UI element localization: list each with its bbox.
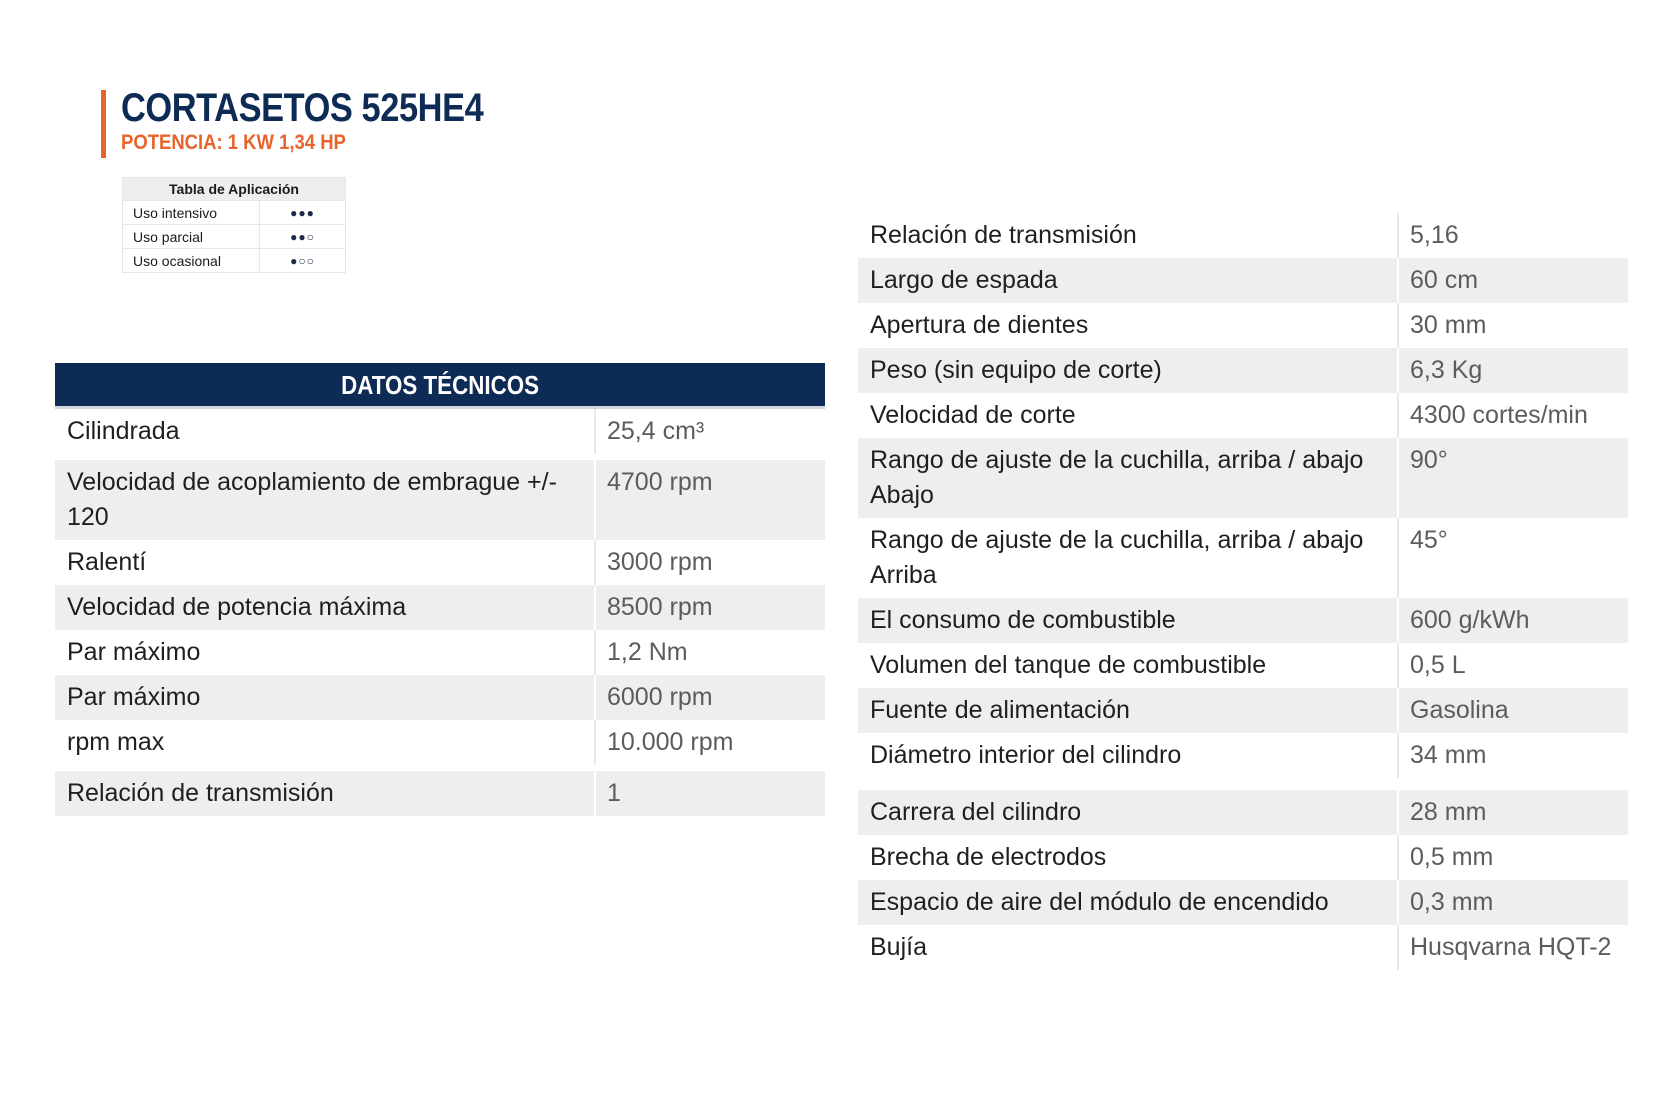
- spec-value: 0,5 L: [1410, 651, 1466, 679]
- spec-row: [858, 438, 1628, 518]
- technical-data-left: [55, 363, 825, 816]
- spec-label: Peso (sin equipo de corte): [858, 348, 1399, 393]
- power-subtitle: POTENCIA: 1 KW 1,34 HP: [121, 131, 346, 154]
- spec-label: Velocidad de potencia máxima: [55, 585, 596, 630]
- spec-row: [858, 258, 1628, 303]
- spec-label: Cilindrada: [55, 409, 596, 454]
- spec-row: [858, 880, 1628, 925]
- spec-label: Fuente de alimentación: [858, 688, 1399, 733]
- application-label: Uso ocasional: [123, 249, 260, 273]
- spec-label: Velocidad de corte: [858, 393, 1399, 438]
- spec-value: 1: [607, 779, 621, 807]
- spec-label: Largo de espada: [858, 258, 1399, 303]
- spec-value: 30 mm: [1410, 311, 1487, 339]
- application-label: Uso parcial: [123, 225, 260, 249]
- spec-row: [55, 675, 825, 720]
- spec-value: 8500 rpm: [607, 593, 713, 621]
- spec-label: El consumo de combustible: [858, 598, 1399, 643]
- product-title: CORTASETOS 525HE4: [121, 86, 484, 130]
- spec-row: [55, 409, 825, 454]
- spec-label: Volumen del tanque de combustible: [858, 643, 1399, 688]
- application-row: [123, 201, 346, 225]
- spec-value: 6000 rpm: [607, 683, 713, 711]
- spec-row: [858, 518, 1628, 598]
- spec-row: [858, 925, 1628, 970]
- spec-label: Apertura de dientes: [858, 303, 1399, 348]
- spec-label: Espacio de aire del módulo de encendido: [858, 880, 1399, 925]
- spec-value: 600 g/kWh: [1410, 606, 1530, 634]
- spec-value: 25,4 cm³: [607, 417, 705, 445]
- spec-row: [858, 213, 1628, 258]
- usage-dots-icon: ●●○: [260, 225, 346, 249]
- spec-value: 4700 rpm: [607, 468, 713, 496]
- spec-value: 60 cm: [1410, 266, 1479, 294]
- spec-value: 0,5 mm: [1410, 843, 1494, 871]
- spec-value: 34 mm: [1410, 741, 1487, 769]
- spec-row: [858, 835, 1628, 880]
- spec-label: Par máximo: [55, 675, 596, 720]
- spec-row: [858, 348, 1628, 393]
- technical-data-heading: DATOS TÉCNICOS: [55, 363, 825, 409]
- product-header: [101, 86, 542, 158]
- spec-row: [858, 393, 1628, 438]
- technical-data-right: [858, 213, 1628, 970]
- application-label: Uso intensivo: [123, 201, 260, 225]
- spec-row: [55, 771, 825, 816]
- spec-value: Gasolina: [1410, 696, 1509, 724]
- spec-row: [858, 598, 1628, 643]
- spec-label: Relación de transmisión: [858, 213, 1399, 258]
- spec-value: 90°: [1410, 446, 1448, 474]
- spec-value: 4300 cortes/min: [1410, 401, 1588, 429]
- spec-label: Ralentí: [55, 540, 596, 585]
- spec-row: [55, 585, 825, 630]
- spec-row: [858, 790, 1628, 835]
- application-table: [122, 177, 346, 273]
- spec-value: Husqvarna HQT-2: [1410, 933, 1612, 961]
- spec-value: 1,2 Nm: [607, 638, 688, 666]
- spec-row: [55, 630, 825, 675]
- spec-row: [858, 733, 1628, 778]
- spec-value: 10.000 rpm: [607, 728, 734, 756]
- spec-value: 45°: [1410, 526, 1448, 554]
- spec-label: rpm max: [55, 720, 596, 765]
- usage-dots-icon: ●●●: [260, 201, 346, 225]
- spec-label: Velocidad de acoplamiento de embrague +/- 120: [55, 460, 596, 540]
- spec-value: 3000 rpm: [607, 548, 713, 576]
- spec-row: [858, 643, 1628, 688]
- spec-label: Diámetro interior del cilindro: [858, 733, 1399, 778]
- spec-label: Rango de ajuste de la cuchilla, arriba / abajo Arriba: [858, 518, 1399, 598]
- spec-row: [858, 688, 1628, 733]
- spec-value: 0,3 mm: [1410, 888, 1494, 916]
- spec-value: 28 mm: [1410, 798, 1487, 826]
- spec-label: Par máximo: [55, 630, 596, 675]
- usage-dots-icon: ●○○: [260, 249, 346, 273]
- application-row: [123, 249, 346, 273]
- spec-row: [55, 540, 825, 585]
- spec-row: [858, 303, 1628, 348]
- application-row: [123, 225, 346, 249]
- application-table-caption: Tabla de Aplicación: [123, 178, 346, 201]
- spec-label: Brecha de electrodos: [858, 835, 1399, 880]
- spec-row: [55, 460, 825, 540]
- spec-row: [55, 720, 825, 765]
- spec-label: Carrera del cilindro: [858, 790, 1399, 835]
- spec-label: Bujía: [858, 925, 1399, 970]
- spec-label: Relación de transmisión: [55, 771, 596, 816]
- spec-value: 6,3 Kg: [1410, 356, 1483, 384]
- spec-label: Rango de ajuste de la cuchilla, arriba / abajo Abajo: [858, 438, 1399, 518]
- spec-value: 5,16: [1410, 221, 1459, 249]
